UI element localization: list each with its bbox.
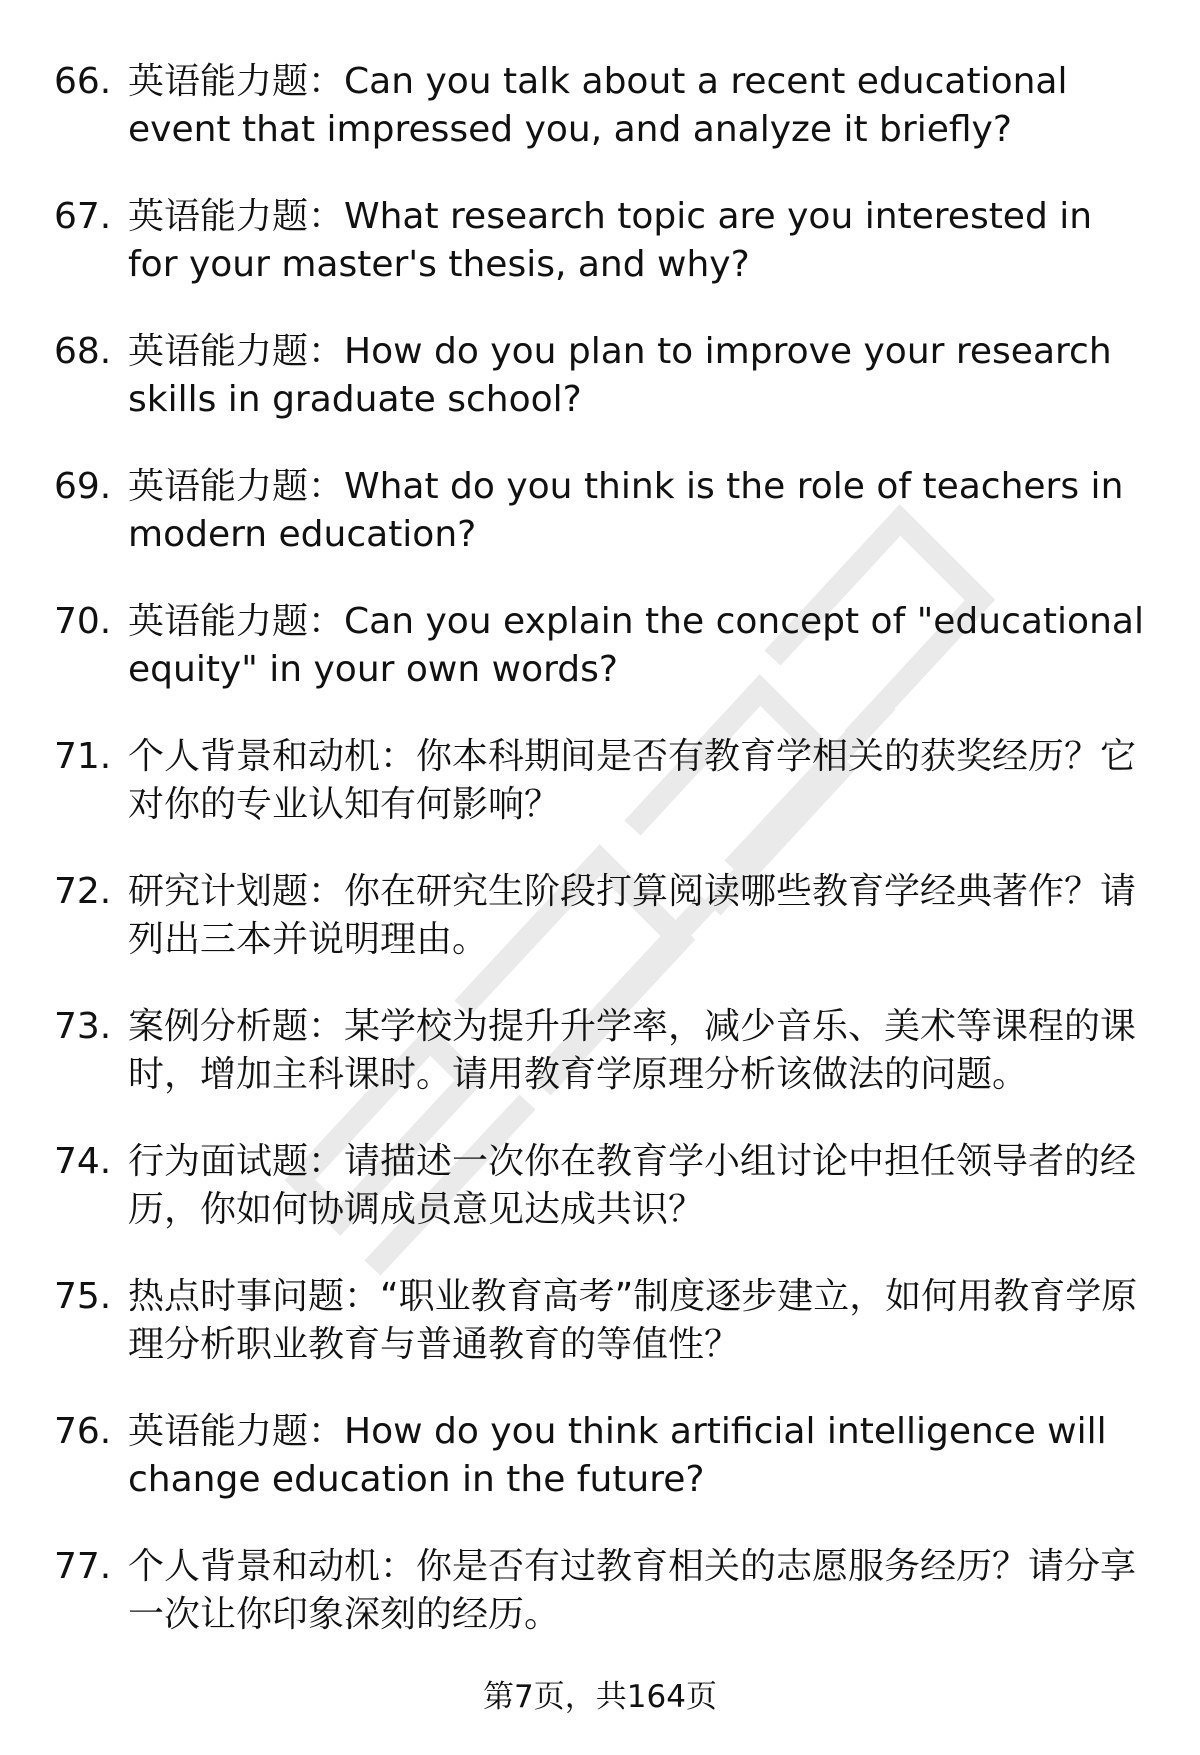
question-number: 73. <box>54 1006 112 1047</box>
question-text: 英语能力题：What research topic are you interested in for your master's thesis, and why? <box>128 196 1093 285</box>
question-text: 英语能力题：What do you think is the role of teachers in modern education? <box>128 466 1124 555</box>
question-number: 69. <box>54 466 112 507</box>
list-item <box>54 193 1154 289</box>
question-text: 英语能力题：How do you plan to improve your research skills in graduate school? <box>128 331 1112 420</box>
question-text: 英语能力题：Can you explain the concept of "educational equity" in your own words? <box>128 601 1144 690</box>
question-text: 个人背景和动机：你本科期间是否有教育学相关的获奖经历？它对你的专业认知有何影响？ <box>128 736 1137 825</box>
question-text: 英语能力题：Can you talk about a recent educational event that impressed you, and analyze it briefly? <box>128 61 1068 150</box>
question-text: 行为面试题：请描述一次你在教育学小组讨论中担任领导者的经历，你如何协调成员意见达成共识？ <box>128 1141 1137 1230</box>
list-item <box>54 1408 1154 1504</box>
question-text: 英语能力题：How do you think artificial intelligence will change education in the future? <box>128 1411 1107 1500</box>
list-item <box>54 1138 1154 1234</box>
question-text: 研究计划题：你在研究生阶段打算阅读哪些教育学经典著作？请列出三本并说明理由。 <box>128 871 1137 960</box>
list-item <box>54 733 1154 829</box>
question-list <box>54 58 1154 1678</box>
list-item <box>54 1273 1154 1369</box>
list-item <box>54 1003 1154 1099</box>
question-text: 案例分析题：某学校为提升升学率，减少音乐、美术等课程的课时，增加主科课时。请用教育学原理分析该做法的问题。 <box>128 1006 1137 1095</box>
question-text: 热点时事问题：“职业教育高考”制度逐步建立，如何用教育学原理分析职业教育与普通教育的等值性？ <box>128 1276 1138 1365</box>
question-number: 70. <box>54 601 112 642</box>
list-item <box>54 58 1154 154</box>
question-number: 76. <box>54 1411 112 1452</box>
list-item <box>54 868 1154 964</box>
question-number: 77. <box>54 1546 112 1587</box>
question-text: 个人背景和动机：你是否有过教育相关的志愿服务经历？请分享一次让你印象深刻的经历。 <box>128 1546 1137 1635</box>
list-item <box>54 463 1154 559</box>
question-number: 66. <box>54 61 112 102</box>
question-number: 72. <box>54 871 112 912</box>
question-number: 75. <box>54 1276 112 1317</box>
page-number-label: 第7页，共164页 <box>483 1679 717 1715</box>
page-footer <box>0 1677 1200 1717</box>
question-number: 71. <box>54 736 112 777</box>
question-number: 68. <box>54 331 112 372</box>
list-item <box>54 328 1154 424</box>
question-number: 74. <box>54 1141 112 1182</box>
question-number: 67. <box>54 196 112 237</box>
list-item <box>54 598 1154 694</box>
list-item <box>54 1543 1154 1639</box>
